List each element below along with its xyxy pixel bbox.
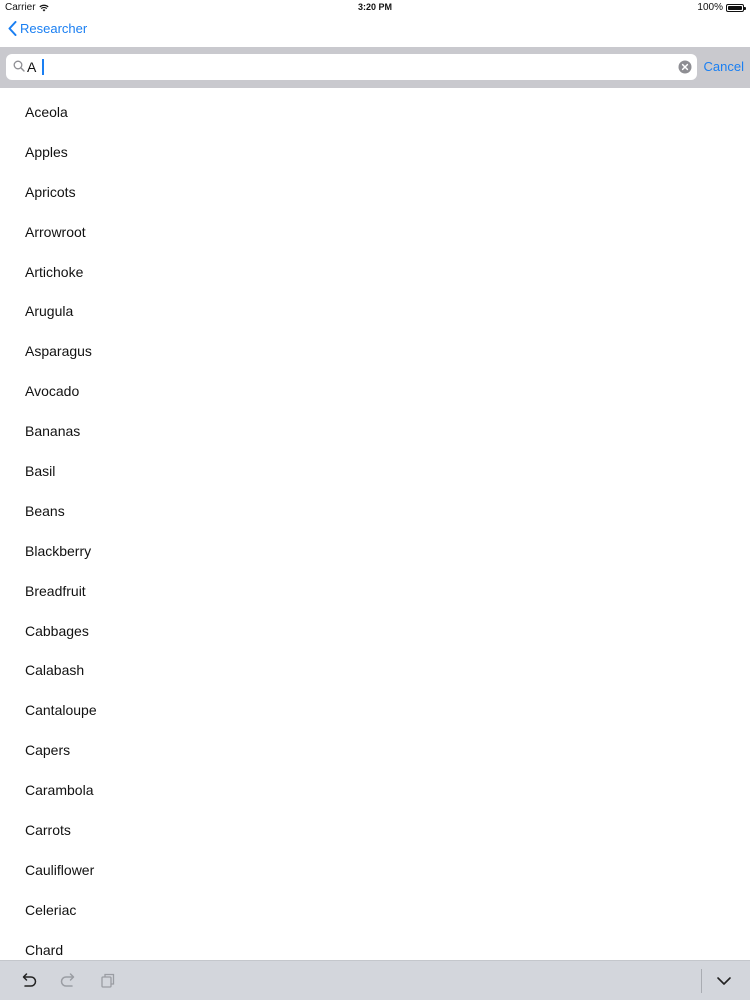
list-item[interactable]: Capers [25,742,71,759]
search-bar [0,47,750,88]
list-item[interactable]: Chard [25,941,64,958]
toolbar-divider [701,969,702,993]
back-button-label: Researcher [20,21,88,36]
list-item[interactable]: Bananas [25,423,81,440]
list-item[interactable]: Artichoke [25,263,84,280]
list-item[interactable]: Arrowroot [25,223,86,240]
list-item[interactable]: Breadfruit [25,582,86,599]
list-item[interactable]: Calabash [25,662,85,679]
back-button[interactable] [8,21,87,36]
redo-icon[interactable] [59,972,77,990]
paste-icon[interactable] [100,972,116,990]
battery-icon [726,4,744,12]
search-field[interactable] [6,54,697,80]
list-item[interactable]: Asparagus [25,343,92,360]
list-item[interactable]: Apricots [25,183,76,200]
search-results-list [0,92,750,960]
clear-icon[interactable] [678,60,692,74]
list-item[interactable]: Basil [25,463,56,480]
list-item[interactable]: Celeriac [25,901,77,918]
navigation-bar [0,15,750,47]
list-item[interactable]: Cauliflower [25,861,95,878]
status-bar [0,0,750,15]
battery-percent: 100% [697,2,723,13]
list-item[interactable]: Beans [25,502,65,519]
list-item[interactable]: Arugula [25,303,74,320]
cancel-button[interactable]: Cancel [703,59,744,74]
keyboard-toolbar [0,960,750,1000]
list-item[interactable]: Avocado [25,383,80,400]
list-item[interactable]: Carambola [25,782,94,799]
list-item[interactable]: Carrots [25,822,71,839]
undo-icon[interactable] [20,972,38,990]
text-cursor [42,59,44,75]
list-item[interactable]: Cantaloupe [25,702,97,719]
search-icon [13,60,25,72]
list-item[interactable]: Blackberry [25,542,92,559]
battery-status [697,2,744,13]
chevron-left-icon [8,21,17,36]
carrier-label: Carrier [5,2,36,13]
list-item[interactable]: Aceola [25,104,68,120]
list-item[interactable]: Apples [25,143,68,160]
list-item[interactable]: Cabbages [25,622,89,639]
dismiss-keyboard-icon[interactable] [716,974,732,988]
clock: 3:20 PM [357,2,392,12]
search-input[interactable] [27,57,667,77]
